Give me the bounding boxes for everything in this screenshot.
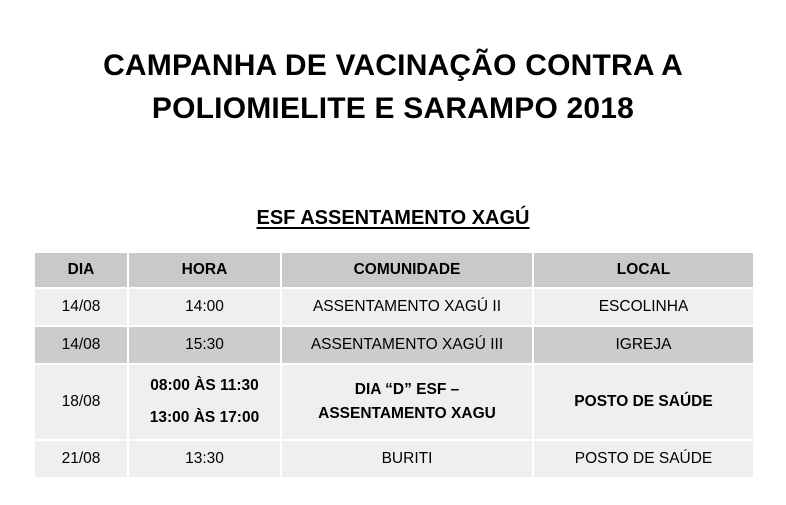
header-comunidade: COMUNIDADE <box>282 253 532 287</box>
schedule-table <box>33 251 755 479</box>
header-local: LOCAL <box>534 253 753 287</box>
cell-local: POSTO DE SAÚDE <box>534 365 753 439</box>
table-row <box>35 441 753 477</box>
section-subtitle-text: ESF ASSENTAMENTO XAGÚ <box>256 207 530 229</box>
cell-hora-afternoon: 13:00 ÀS 17:00 <box>149 409 260 426</box>
cell-dia: 18/08 <box>35 365 127 439</box>
cell-dia: 14/08 <box>35 327 127 363</box>
section-subtitle <box>0 205 786 231</box>
page-title-line-1: CAMPANHA DE VACINAÇÃO CONTRA A <box>103 49 683 82</box>
table-row <box>35 365 753 439</box>
cell-comunidade: ASSENTAMENTO XAGÚ III <box>282 327 532 363</box>
cell-comunidade-line-1: DIA “D” ESF – <box>354 381 460 398</box>
cell-comunidade-line-2: ASSENTAMENTO XAGU <box>318 405 496 422</box>
table-row <box>35 289 753 325</box>
header-hora: HORA <box>129 253 280 287</box>
table-header-row <box>35 253 753 287</box>
cell-dia: 21/08 <box>35 441 127 477</box>
cell-hora <box>129 365 280 439</box>
cell-local: POSTO DE SAÚDE <box>534 441 753 477</box>
table-row <box>35 327 753 363</box>
cell-comunidade: ASSENTAMENTO XAGÚ II <box>282 289 532 325</box>
cell-local: IGREJA <box>534 327 753 363</box>
header-dia: DIA <box>35 253 127 287</box>
cell-hora: 15:30 <box>129 327 280 363</box>
cell-dia: 14/08 <box>35 289 127 325</box>
page-title <box>0 44 786 130</box>
cell-hora: 14:00 <box>129 289 280 325</box>
cell-comunidade <box>282 365 532 439</box>
cell-local: ESCOLINHA <box>534 289 753 325</box>
cell-hora-morning: 08:00 ÀS 11:30 <box>150 377 259 394</box>
cell-comunidade: BURITI <box>282 441 532 477</box>
cell-hora: 13:30 <box>129 441 280 477</box>
page-title-line-2: POLIOMIELITE E SARAMPO 2018 <box>151 92 635 125</box>
